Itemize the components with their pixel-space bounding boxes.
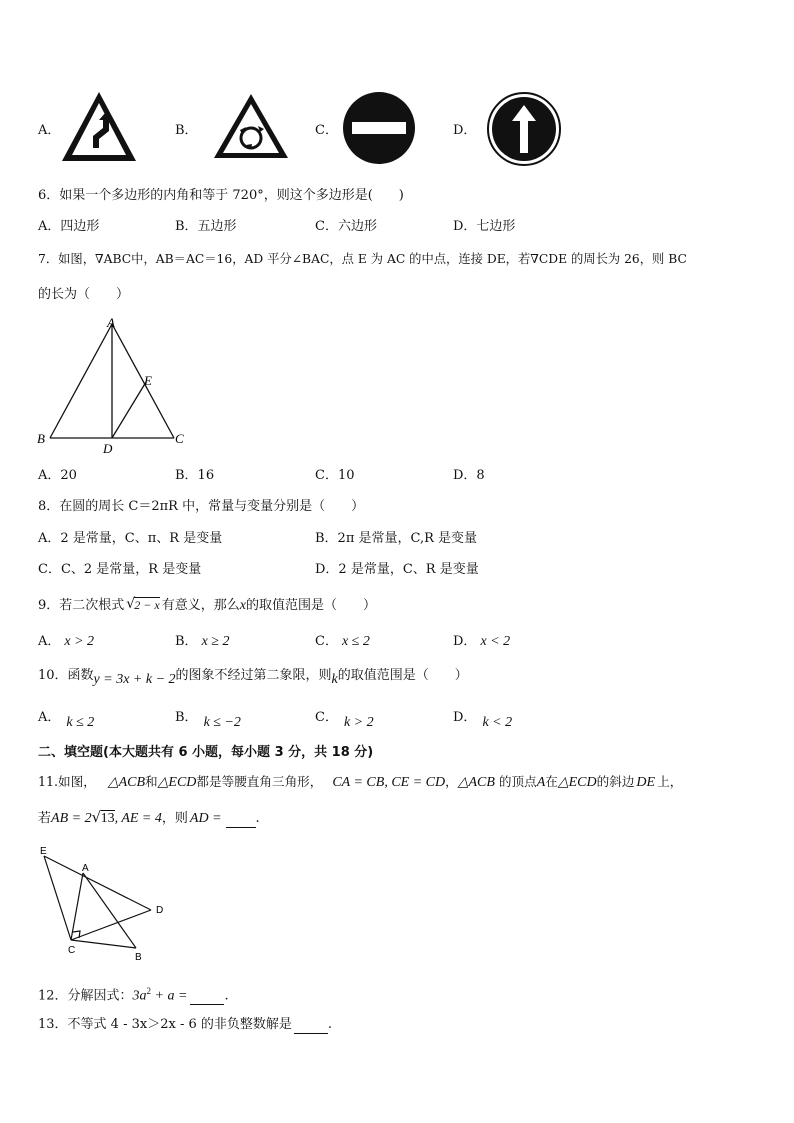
q10-stem-prefix: 10．函数 — [38, 668, 94, 683]
no-entry-sign-icon — [342, 91, 416, 165]
q8-option-c: C．C、2 是常量，R 是变量 — [38, 562, 202, 577]
q7-option-c: C．10 — [315, 468, 355, 483]
q5-option-d-letter: D． — [453, 123, 477, 138]
q9-stem-suffix: 的取值范围是（ ） — [245, 598, 376, 613]
q11-sqrt: √ 13 — [91, 808, 115, 826]
q11-triangles-figure — [36, 840, 176, 965]
q10-option-a: A． k ≤ 2 — [38, 710, 95, 730]
q10-var: k — [331, 672, 338, 687]
q9-option-d: D． x < 2 — [453, 634, 511, 649]
q7-option-d: D．8 — [453, 468, 485, 483]
q10-stem-suffix: 的取值范围是（ ） — [337, 668, 468, 683]
roundabout-warning-sign-icon — [212, 92, 290, 160]
q9-radicand: 2 − x — [134, 598, 160, 612]
q7-option-a: A．20 — [38, 468, 77, 483]
q7-stem-line2: 的长为（ ） — [38, 287, 130, 302]
q11-label-e: E — [40, 846, 47, 857]
reverse-curve-warning-sign-icon — [60, 90, 138, 164]
section-fill-in-heading: 二、填空题(本大题共有 6 小题，每小题 3 分，共 18 分) — [38, 745, 374, 760]
q11-label-b: B — [135, 952, 142, 963]
q9-stem-middle: 有意义，那么 — [161, 598, 240, 613]
q9-option-a: A． x > 2 — [38, 634, 95, 649]
q13-stem: 13．不等式 4 - 3x＞2x - 6 的非负整数解是 . — [38, 1017, 333, 1032]
q5-option-c-letter: C． — [315, 123, 338, 138]
q11-label-c: C — [68, 945, 76, 956]
q5-option-a-letter: A． — [38, 123, 61, 138]
q5-option-b-letter: B． — [175, 123, 198, 138]
q10-option-b: B． k ≤ −2 — [175, 710, 241, 730]
q8-stem: 8．在圆的周长 C＝2πR 中，常量与变量分别是（ ） — [38, 499, 365, 514]
q10-function: y = 3x + k − 2 — [93, 672, 176, 687]
q7-label-e: E — [144, 373, 152, 388]
q12-stem: 12．分解因式：$3a^2 + a$ = . — [38, 986, 229, 1004]
q6-option-a: A．四边形 — [38, 219, 100, 234]
q8-option-d: D．2 是常量，C、R 是变量 — [315, 562, 479, 577]
q10-option-d: D． k < 2 — [453, 710, 513, 730]
straight-ahead-sign-icon — [486, 91, 562, 167]
q6-option-b: B．五边形 — [175, 219, 237, 234]
q9-var: x — [239, 598, 246, 613]
q7-option-b: B．16 — [175, 468, 215, 483]
q7-triangle-figure — [36, 316, 196, 456]
q6-option-c: C．六边形 — [315, 219, 377, 234]
q11-label-d: D — [156, 905, 164, 916]
q7-label-d: D — [103, 441, 113, 456]
q9-radical: √ 2 − x — [126, 596, 160, 612]
q6-stem: 6．如果一个多边形的内角和等于 720°，则这个多边形是( ) — [38, 188, 404, 203]
q9-option-c: C． x ≤ 2 — [315, 634, 370, 649]
q7-label-a: A — [107, 315, 115, 330]
q9-option-b: B． x ≥ 2 — [175, 634, 230, 649]
q7-label-c: C — [175, 431, 184, 446]
q8-option-b: B．2π 是常量，C,R 是变量 — [315, 531, 478, 546]
q8-option-a: A．2 是常量，C、π、R 是变量 — [38, 531, 223, 546]
q9-stem — [38, 597, 376, 614]
q13-answer-blank[interactable] — [294, 1017, 328, 1034]
q9-stem-prefix: 9．若二次根式 — [38, 598, 125, 613]
q11-stem-line1: 11.如图， △ACB和△ECD都是等腰直角三角形， CA = CB, CE = CD，△ACB 的顶点A在△ECD的斜边 DE 上， — [38, 774, 683, 790]
q11-answer-blank[interactable] — [226, 811, 256, 828]
q10-stem — [38, 668, 468, 687]
q12-answer-blank[interactable] — [190, 988, 224, 1005]
q7-label-b: B — [37, 431, 45, 446]
q11-stem-line2: 若AB = 2 √ 13, AE = 4，则 AD = . — [38, 808, 260, 826]
q7-stem-line1: 7．如图，∇ABC中，AB＝AC＝16，AD 平分∠BAC，点 E 为 AC 的中点，连接 DE，若∇CDE 的周长为 26，则 BC — [38, 252, 687, 266]
q10-stem-middle: 的图象不经过第二象限，则 — [175, 668, 332, 683]
q11-label-a: A — [82, 863, 89, 874]
q6-option-d: D．七边形 — [453, 219, 516, 234]
q10-option-c: C． k > 2 — [315, 710, 374, 730]
